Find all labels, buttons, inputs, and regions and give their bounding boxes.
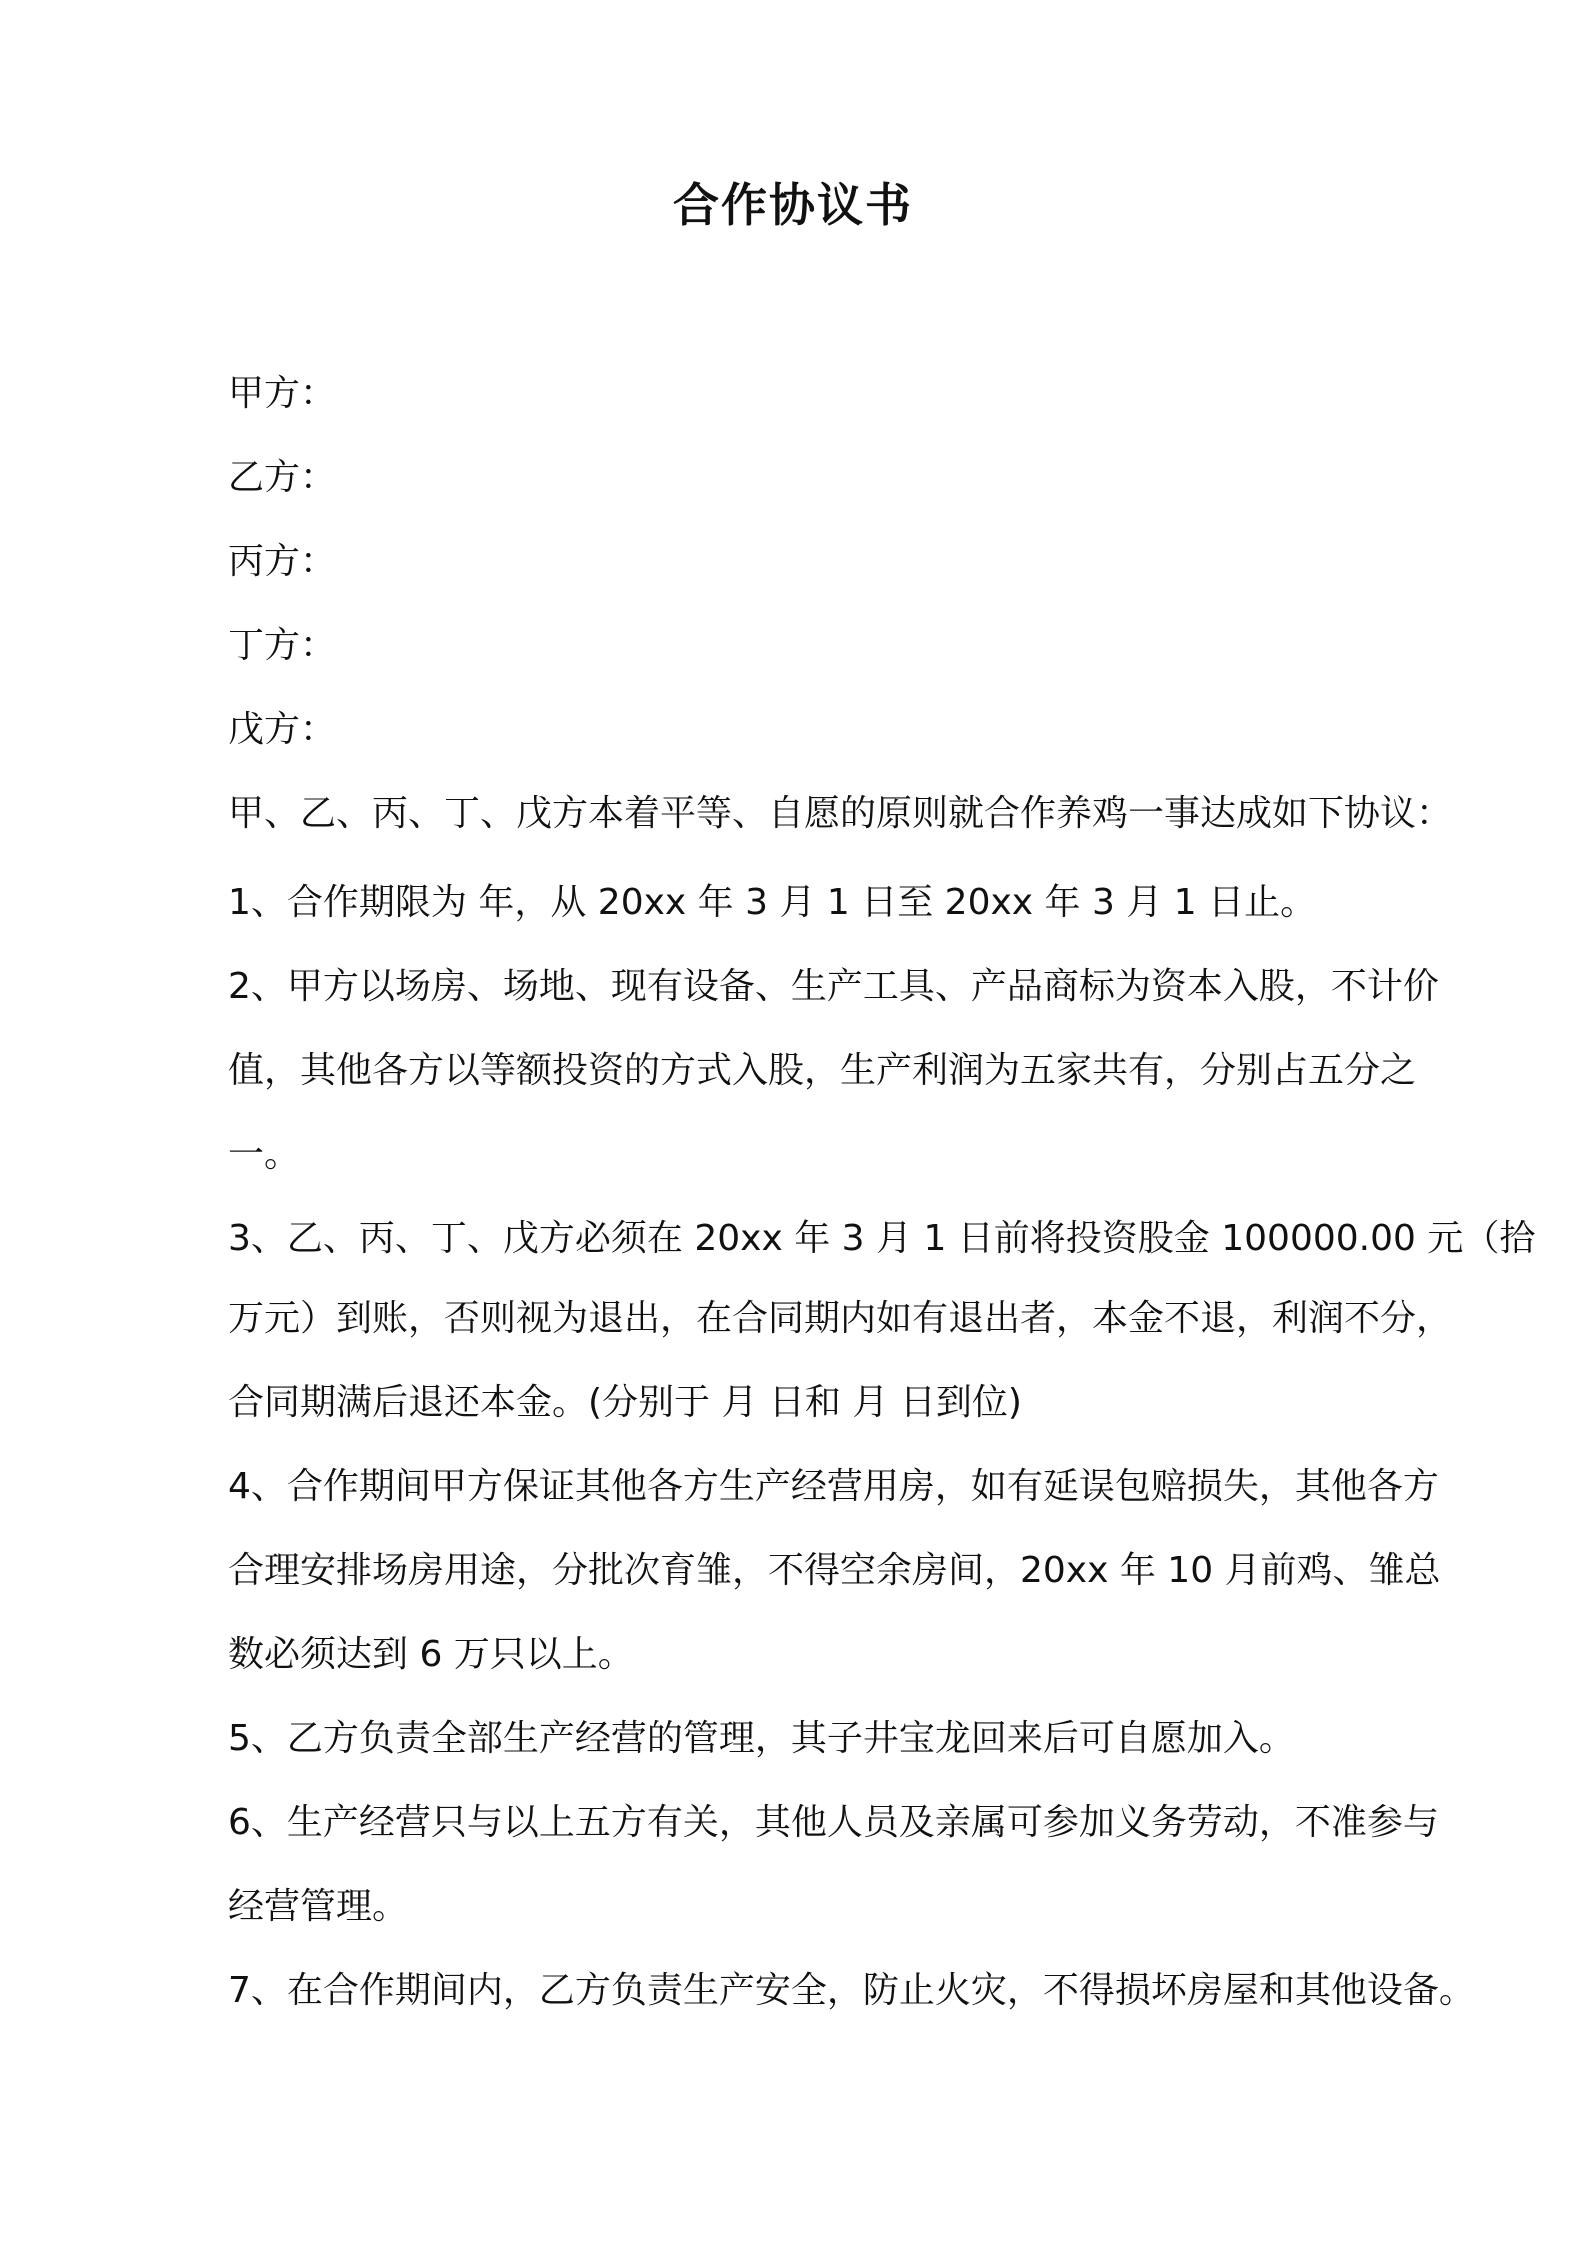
party-c-label: 丙方： <box>228 541 337 582</box>
clause-line: 1、合作期限为 年，从 20xx 年 3 月 1 日至 20xx 年 3 月 1 日止。 <box>228 882 1317 923</box>
clause-line: 2、甲方以场房、场地、现有设备、生产工具、产品商标为资本入股，不计价 <box>228 966 1439 1007</box>
document-title: 合作协议书 <box>673 178 913 232</box>
clause-line: 4、合作期间甲方保证其他各方生产经营用房，如有延误包赔损失，其他各方 <box>228 1466 1439 1507</box>
party-a-label: 甲方： <box>228 373 337 414</box>
clause-line: 7、在合作期间内，乙方负责生产安全，防止火灾，不得损坏房屋和其他设备。 <box>228 1970 1475 2011</box>
clause-line: 值，其他各方以等额投资的方式入股，生产利润为五家共有，分别占五分之 <box>228 1050 1417 1091</box>
clause-line: 5、乙方负责全部生产经营的管理，其子井宝龙回来后可自愿加入。 <box>228 1718 1295 1759</box>
clause-line: 万元）到账，否则视为退出，在合同期内如有退出者，本金不退，利润不分， <box>228 1298 1453 1339</box>
clause-line: 一。 <box>228 1134 301 1175</box>
clause-line: 3、乙、丙、丁、戊方必须在 20xx 年 3 月 1 日前将投资股金 100000.00 元（拾 <box>228 1218 1536 1259</box>
party-d-label: 丁方： <box>228 625 337 666</box>
clause-line: 经营管理。 <box>228 1886 409 1927</box>
clause-line: 合理安排场房用途，分批次育雏，不得空余房间，20xx 年 10 月前鸡、雏总 <box>228 1550 1441 1591</box>
party-b-label: 乙方： <box>228 457 337 498</box>
intro-paragraph: 甲、乙、丙、丁、戊方本着平等、自愿的原则就合作养鸡一事达成如下协议： <box>228 793 1453 834</box>
party-e-label: 戊方： <box>228 709 337 750</box>
clause-line: 合同期满后退还本金。(分别于 月 日和 月 日到位) <box>228 1382 1022 1423</box>
clause-line: 6、生产经营只与以上五方有关，其他人员及亲属可参加义务劳动，不准参与 <box>228 1802 1439 1843</box>
clause-line: 数必须达到 6 万只以上。 <box>228 1634 634 1675</box>
